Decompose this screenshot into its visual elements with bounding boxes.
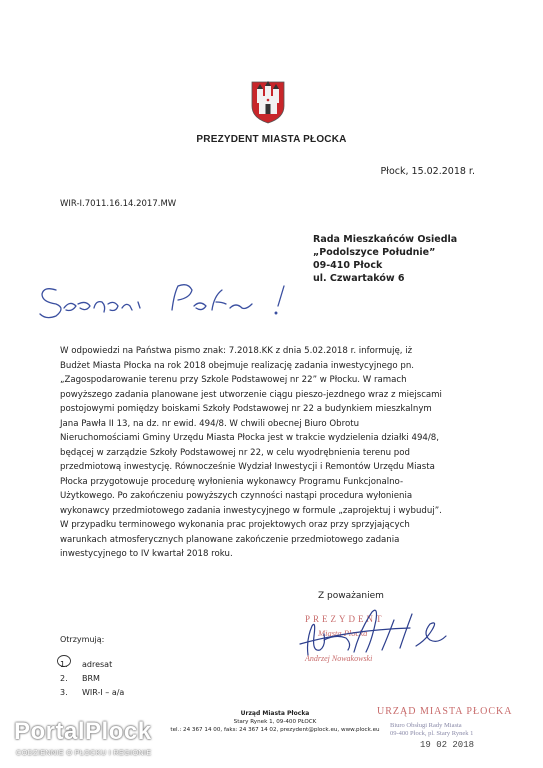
recipient-line: ul. Czwartaków 6 [313, 273, 405, 284]
body-line: Budżet Miasta Płocka na rok 2018 obejmuje realizację zadania inwestycyjnego pn. [60, 360, 415, 371]
closing-phrase: Z poważaniem [318, 591, 384, 601]
footer-contact: tel.: 24 367 14 00, faks: 24 367 14 02, prezydent@plock.eu, www.plock.eu [170, 727, 380, 733]
body-line: „Zagospodarowanie terenu przy Szkole Podstawowej nr 22” w Płocku. W ramach [60, 375, 407, 385]
list-item: 2. BRM [60, 674, 100, 683]
footer-org: Urząd Miasta Płocka [240, 710, 310, 717]
body-line: powyższego zadania planowane jest utworzenie ciągu pieszo-jezdnego wraz z miejscami [60, 389, 442, 400]
footer-address: Stary Rynek 1, 09-400 PŁOCK [233, 719, 317, 725]
recipient-line: „Podolszyce Południe” [313, 247, 436, 258]
distribution-title: Otrzymują: [60, 635, 105, 644]
received-stamp-dept: Biuro Obsługi Rady Miasta [390, 722, 462, 729]
body-line: Płocka przygotowuje procedurę wyłonienia wykonawcy Programu Funkcjonalno- [60, 476, 404, 487]
stamp-city: Miasta Płocka [318, 628, 368, 638]
body-line: wykonawcy przedmiotowego zadania inwestycyjnego w formule „zaprojektuj i wybuduj”. [60, 505, 442, 516]
recipient-line: 09-410 Płock [313, 260, 383, 271]
city-coat-of-arms-icon [250, 80, 286, 124]
body-line: Jana Pawła II 13, na dz. nr ewid. 494/8. W chwili obecnej Biuro Obrotu [60, 418, 360, 429]
recipient-address [313, 233, 457, 285]
letter-body [60, 344, 478, 562]
letterhead-title: PREZYDENT MIASTA PŁOCKA [196, 134, 347, 145]
watermark-logo: PortalPlock [14, 718, 152, 745]
received-stamp-date: 19 02 2018 [420, 740, 475, 750]
body-line: inwestycyjnego to IV kwartał 2018 roku. [60, 549, 233, 559]
letter-date: Płock, 15.02.2018 r. [380, 166, 475, 177]
received-stamp-address: 09-400 Płock, pl. Stary Rynek 1 [390, 730, 474, 737]
list-item: 1. adresat [60, 660, 113, 669]
body-line: przedmiotową inwestycję. Równocześnie Wydział Inwestycji i Remontów Urzędu Miasta [60, 462, 435, 472]
body-line: Użytkowego. Po zakończeniu powyższych czynności nastąpi procedura wyłonienia [60, 491, 413, 501]
list-item: 3. WIR-I – a/a [60, 688, 125, 697]
recipient-line: Rada Mieszkańców Osiedla [313, 234, 458, 245]
handwritten-salutation [36, 280, 306, 320]
stamp-name: Andrzej Nowakowski [305, 654, 373, 663]
body-line: Nieruchomościami Gminy Urzędu Miasta Płocka jest w trakcie wydzielenia działki 494/8, [60, 433, 439, 443]
body-line: będącej w zarządzie Szkoły Podstawowej nr 22, w celu wyodrębnienia terenu pod [60, 447, 410, 458]
body-line: postojowymi pomiędzy boiskami Szkoły Podstawowej nr 22 a budynkiem mieszkalnym [60, 404, 432, 414]
handwritten-signature [290, 600, 450, 670]
distribution-list [60, 658, 124, 700]
received-stamp [372, 704, 522, 756]
body-line: W przypadku terminowego wykonania prac projektowych oraz przy sprzyjających [60, 520, 410, 530]
portal-watermark [10, 718, 200, 760]
watermark-tagline: CODZIENNIE O PŁOCKU I REGIONIE [16, 748, 152, 757]
body-line: warunkach atmosferycznych planowane zakończenie przedmiotowego zadania [60, 534, 400, 545]
received-stamp-title: URZĄD MIASTA PŁOCKA [377, 706, 513, 717]
reference-number: WIR-I.7011.16.14.2017.MW [60, 199, 177, 209]
stamp-office: PREZYDENT [305, 614, 385, 624]
body-line: W odpowiedzi na Państwa pismo znak: 7.2018.KK z dnia 5.02.2018 r. informuję, iż [60, 346, 413, 356]
